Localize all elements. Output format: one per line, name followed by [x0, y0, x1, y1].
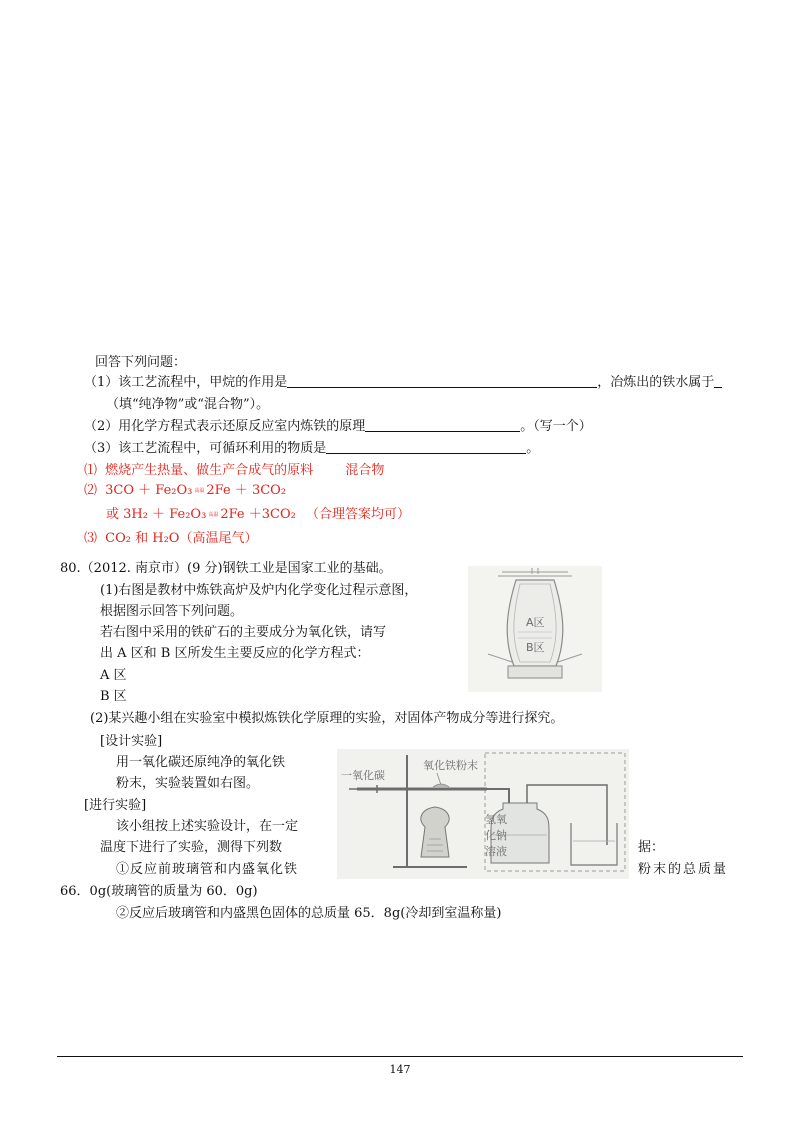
- answer-2-equation-1-lhs: 3CO ＋ Fe₂O₃: [105, 483, 193, 498]
- question-2: [84, 418, 592, 436]
- label-carbon-monoxide: 一氧化碳: [341, 769, 385, 782]
- design-experiment-title: [设计实验]: [100, 734, 163, 749]
- question-80-header: 80.（2012. 南京市）(9 分)钢铁工业是国家工业的基础。: [60, 561, 392, 576]
- q80-part2-line1: (2)某兴趣小组在实验室中模拟炼铁化学原理的实验，对固体产物成分等进行探究。: [90, 711, 564, 726]
- reaction-condition: 高温: [194, 488, 205, 494]
- answer-2-alt: [106, 506, 410, 524]
- q80-part1-line2: 根据图示回答下列问题。: [100, 604, 244, 619]
- question-3-text: （3）该工艺流程中，可循环利用的物质是: [84, 441, 327, 456]
- design-line1: 用一氧化碳还原纯净的氧化铁: [116, 755, 286, 770]
- blast-furnace-figure: [468, 566, 602, 692]
- answer-blank: [365, 418, 520, 432]
- answer-3-number: ⑶: [84, 531, 98, 546]
- question-3: [84, 440, 539, 458]
- procedure-line4: 66．0g(玻璃管的质量为 60．0g): [60, 884, 258, 899]
- answer-blank: [287, 374, 597, 388]
- answer-2-equation-2-lhs: 或 3H₂ ＋ Fe₂O₃: [106, 507, 207, 522]
- design-line2: 粉末，实验装置如右图。: [116, 776, 260, 791]
- answer-blank: [714, 374, 722, 388]
- question-3-tail: 。: [526, 441, 540, 456]
- q80-part1-line4: 出 A 区和 B 区所发生主要反应的化学方程式：: [100, 646, 370, 661]
- label-iron-oxide-powder: 氧化铁粉末: [423, 759, 478, 772]
- question-1-cont: （填“纯净物”或“混合物”）。: [106, 397, 270, 412]
- answer-2-equation-1-rhs: 2Fe ＋ 3CO₂: [206, 483, 287, 498]
- q80-part1-line3: 若右图中采用的铁矿石的主要成分为氧化铁，请写: [100, 625, 387, 640]
- answer-1-number: ⑴: [84, 463, 98, 478]
- conduct-experiment-title: [进行实验]: [84, 798, 147, 813]
- answer-2-number: ⑵: [84, 483, 98, 498]
- apparatus-figure: [337, 749, 629, 879]
- answer-1-text-2: 混合物: [345, 463, 385, 478]
- q80-part1-line1: (1)右图是教材中炼铁高炉及炉内化学变化过程示意图，: [100, 583, 418, 598]
- label-naoh-2: 化钠: [485, 829, 507, 842]
- procedure-line1: 该小组按上述实验设计，在一定: [116, 819, 299, 834]
- q80-zone-a: A 区: [100, 668, 127, 683]
- answer-1: [84, 462, 384, 480]
- footer-rule: [57, 1056, 743, 1057]
- answer-2: [84, 482, 286, 500]
- reaction-condition: 高温: [208, 512, 219, 518]
- furnace-label-a: A区: [526, 616, 545, 629]
- answer-blank: [326, 440, 526, 454]
- procedure-line2: 温度下进行了实验，测得下列数: [100, 840, 283, 855]
- furnace-label-b: B区: [526, 641, 545, 654]
- question-1-text: （1）该工艺流程中，甲烷的作用是: [84, 375, 288, 390]
- question-intro: 回答下列问题：: [95, 355, 187, 370]
- question-2-text: （2）用化学方程式表示还原反应室内炼铁的原理: [84, 419, 366, 434]
- q80-zone-b: B 区: [100, 689, 127, 704]
- procedure-line3: ①反应前玻璃管和内盛氧化铁: [116, 862, 299, 877]
- page-number: 147: [389, 1063, 411, 1076]
- answer-3: [84, 530, 257, 548]
- label-naoh-1: 氢氧: [485, 813, 507, 826]
- answer-2-note: （合理答案均可）: [305, 507, 410, 522]
- question-2-tail: 。（写一个）: [520, 419, 592, 434]
- question-1-text-b: ，冶炼出的铁水属于: [597, 375, 715, 390]
- procedure-line5: ②反应后玻璃管和内盛黑色固体的总质量 65．8g(冷却到室温称量): [116, 906, 502, 921]
- procedure-line2-tail: 据：: [638, 840, 665, 855]
- question-1: [84, 374, 722, 392]
- answer-3-text: CO₂ 和 H₂O（高温尾气）: [105, 531, 258, 546]
- answer-2-equation-2-rhs: 2Fe ＋3CO₂: [220, 507, 296, 522]
- answer-1-text: 燃烧产生热量、做生产合成气的原料: [105, 463, 314, 478]
- label-naoh-3: 溶液: [485, 845, 507, 858]
- procedure-line3-tail: 粉末的总质量: [638, 862, 729, 877]
